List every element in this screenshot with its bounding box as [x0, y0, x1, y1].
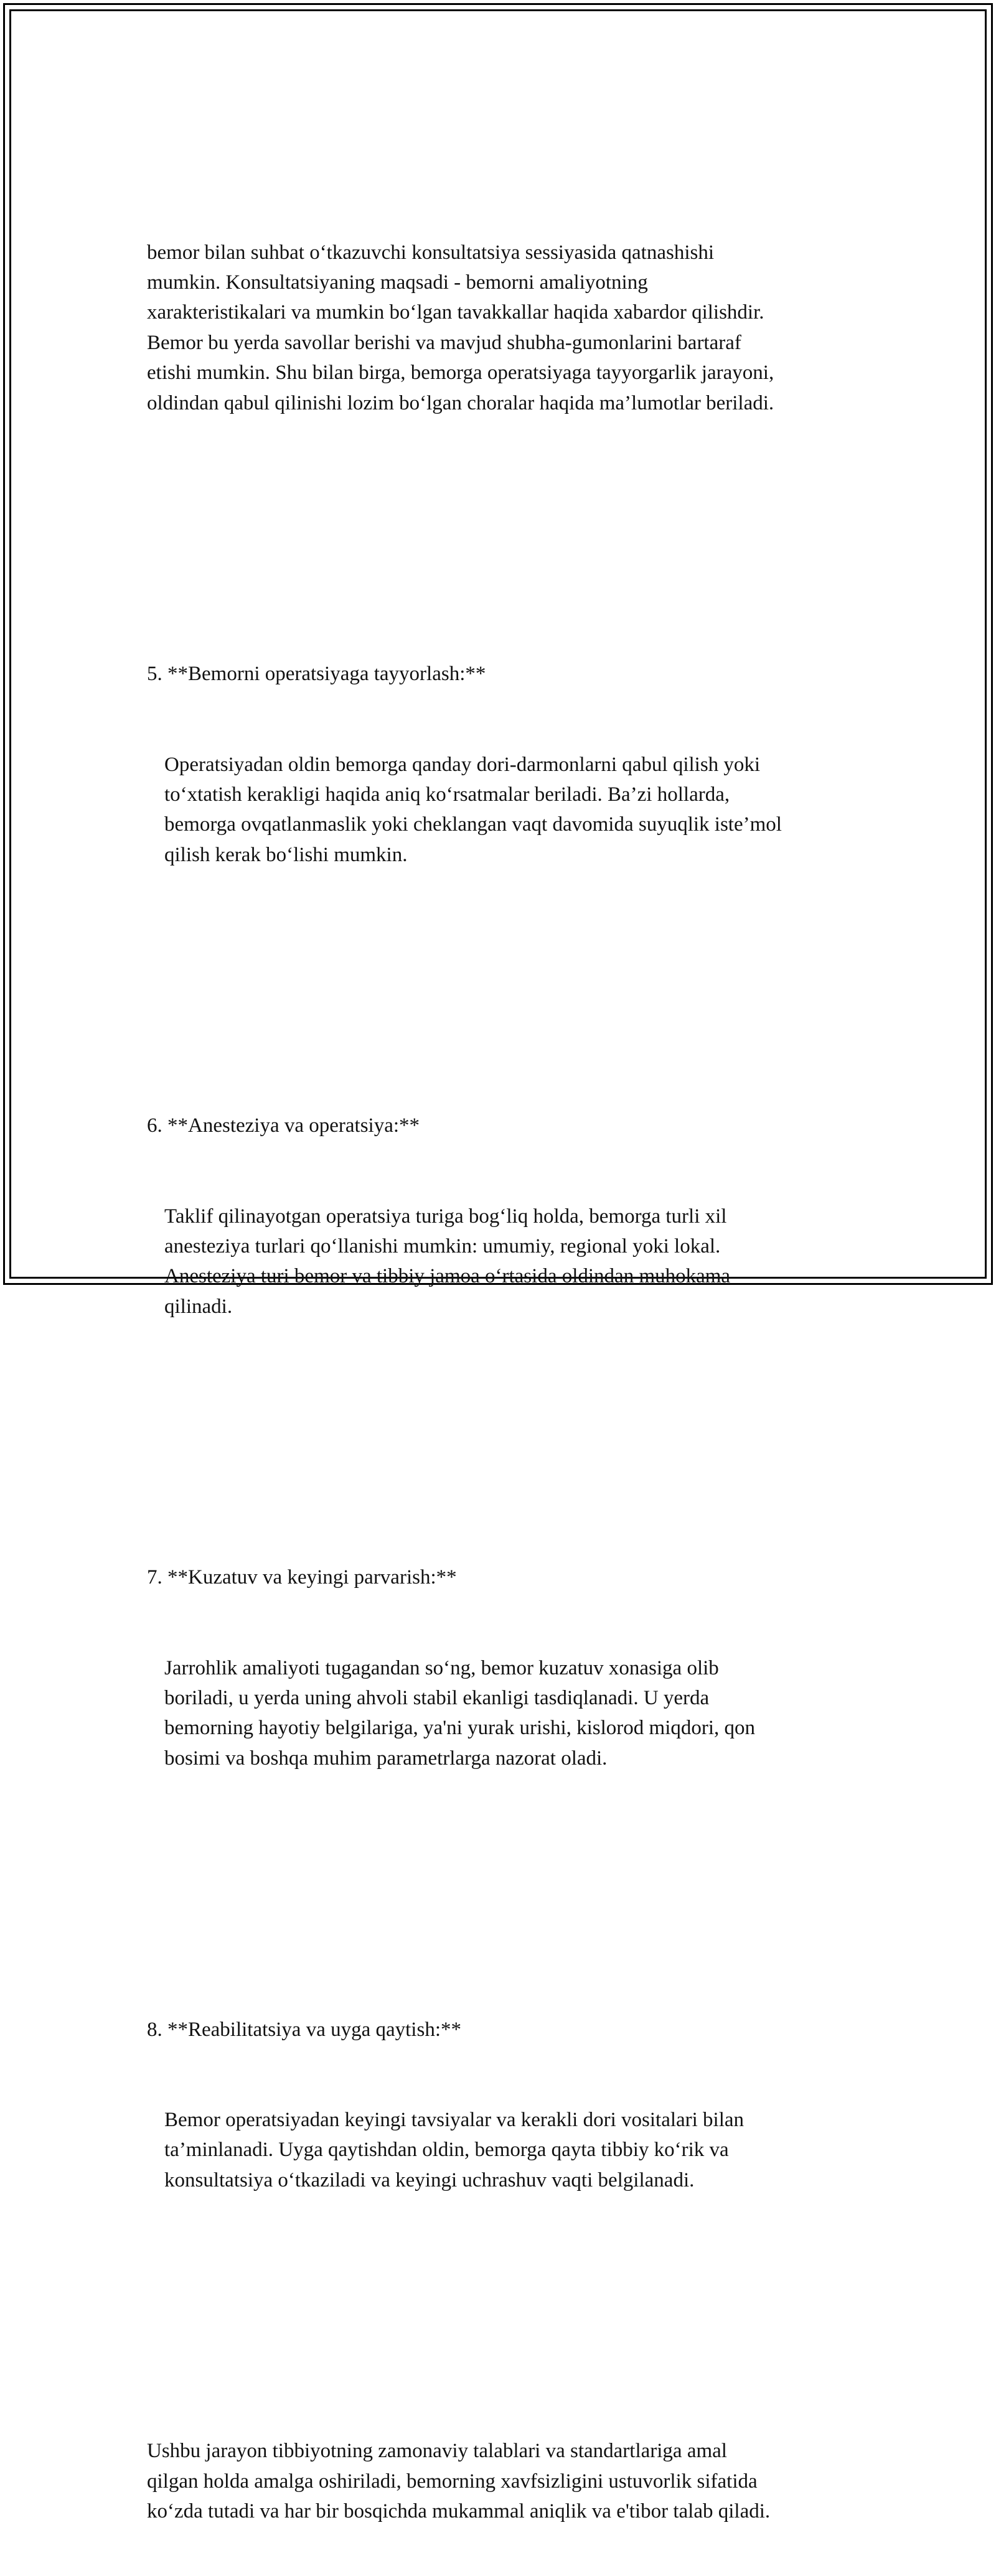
section-6-body: Taklif qilinayotgan operatsiya turiga bog‘liq holda, bemorga turli xil anesteziya turlari qo‘llanishi mumkin: umumiy, regional yoki lokal. Anesteziya turi bemor va tibbiy jamoa o‘rtasida oldindan muhokama qilinadi.: [164, 1205, 731, 1318]
intro-paragraph-text: bemor bilan suhbat o‘tkazuvchi konsultatsiya sessiyasida qatnashishi mumkin. Konsultatsiyaning maqsadi - bemorni amaliyotning xarakteristikalari va mumkin bo‘lgan tavakkallar haqida xabardor qilishdir. Bemor bu yerda savollar berishi va mavjud shubha-gumonlarini bartaraf etishi mumkin. Shu bilan birga, bemorga operatsiyaga tayyorgarlik jarayoni, oldindan qabul qilinishi lozim bo‘lgan choralar haqida ma’lumotlar beriladi.: [147, 241, 774, 414]
document-body: [147, 117, 863, 2576]
intro-paragraph: [147, 177, 863, 478]
section-6: [147, 1051, 863, 1382]
section-5-body: Operatsiyadan oldin bemorga qanday dori-darmonlarni qabul qilish yoki to‘xtatish kerakligi haqida aniq ko‘rsatmalar beriladi. Ba’zi hollarda, bemorga ovqatlanmaslik yoki cheklangan vaqt davomida suyuqlik iste’mol qilish kerak bo‘lishi mumkin.: [164, 753, 782, 866]
section-8-body: Bemor operatsiyadan keyingi tavsiyalar va kerakli dori vositalari bilan ta’minlanadi. Uyga qaytishdan oldin, bemorga qayta tibbiy ko‘rik va konsultatsiya o‘tkaziladi va keyingi uchrashuv vaqti belgilanadi.: [164, 2108, 745, 2191]
section-5-heading: 5. **Bemorni operatsiyaga tayyorlash:**: [147, 663, 486, 686]
section-7-heading: 7. **Kuzatuv va keyingi parvarish:**: [147, 1566, 457, 1589]
section-8: [147, 1954, 863, 2256]
section-6-heading: 6. **Anesteziya va operatsiya:**: [147, 1114, 420, 1137]
section-8-heading: 8. **Reabilitatsiya va uyga qaytish:**: [147, 2018, 461, 2041]
closing-paragraph-text: Ushbu jarayon tibbiyotning zamonaviy talablari va standartlariga amal qilgan holda amalga oshiriladi, bemorning xavfsizligini ustuvorlik sifatida ko‘zda tutadi va har bir bosqichda mukammal aniqlik va e'tibor talab qiladi.: [147, 2440, 771, 2523]
closing-paragraph: [147, 2376, 863, 2576]
section-7: [147, 1503, 863, 1834]
section-7-body: Jarrohlik amaliyoti tugagandan so‘ng, bemor kuzatuv xonasiga olib boriladi, u yerda uning ahvoli stabil ekanligi tasdiqlanadi. U yerda bemorning hayotiy belgilariga, ya'ni yurak urishi, kislorod miqdori, qon bosimi va boshqa muhim parametrlarga nazorat oladi.: [164, 1656, 756, 1770]
section-5: [147, 599, 863, 930]
